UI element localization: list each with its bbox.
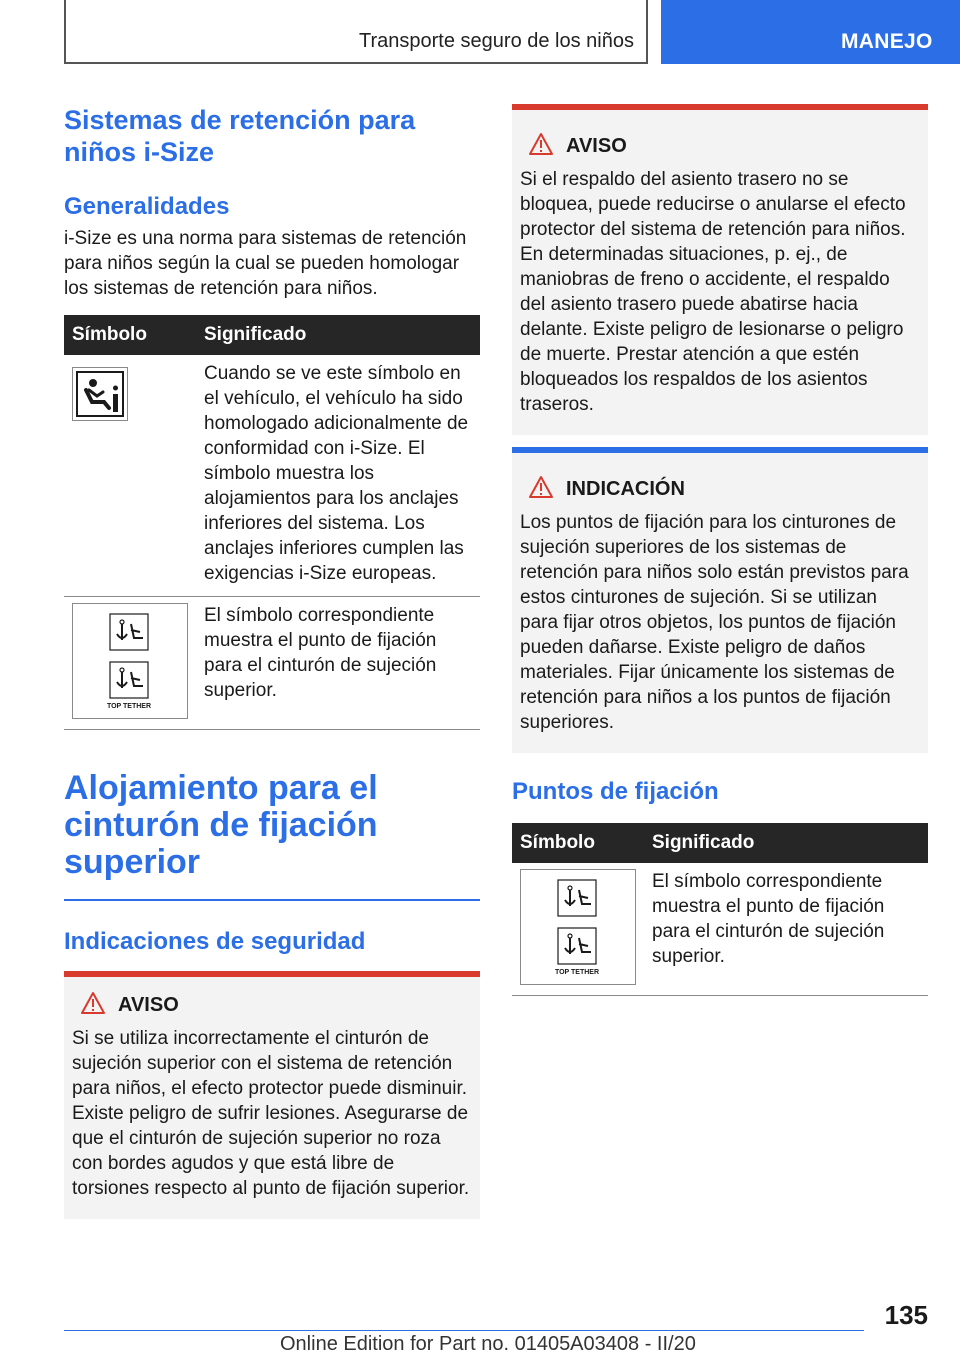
notice-title: INDICACIÓN [566,478,685,500]
notice-text: Si el respaldo del asiento trasero no se bloquea, puede reducirse o anularse el efecto protector del sistema de retención para niños. En determinadas situaciones, p. ej., de maniobras de freno o accidente, el respaldo del asiento trasero puede abatirse hacia delante. Existe peligro de lesionarse o peligro de muerte. Prestar atención a que estén bloqueados los respaldos de los asientos traseros. [520,169,906,415]
header-chapter-title: MANEJO [841,30,933,53]
subsection-puntos-fijacion: Puntos de fijación [512,778,719,805]
notice-title: AVISO [566,135,627,157]
top-tether-icon [72,603,188,719]
table-header-row [512,823,928,863]
section-title-isize: Sistemas de retención para niños i-Size [64,105,416,167]
table-cell-symbol [64,597,196,730]
isize-seat-icon [72,367,128,421]
table-header-meaning: Significado [644,823,928,863]
table-cell-meaning: Cuando se ve este símbolo en el vehículo, el vehículo ha sido homologado adicionalmente de conformidad con i-Size. El símbolo muestra los alojamientos para los anclajes inferiores del sistema. Los anclajes inferiores cumplen las exigencias i-Size europeas. [196,355,480,597]
table-cell-symbol [64,355,196,597]
table-cell-meaning: El símbolo correspondiente muestra el punto de fijación para el cinturón de sujeción superior. [196,597,480,730]
footer-edition: Online Edition for Part no. 01405A03408 - II/20 [280,1333,696,1355]
chapter-heading-tether: Alojamiento para el cinturón de fijación superior [64,769,378,881]
notice-title: AVISO [118,994,179,1016]
warning-notice [64,971,480,1219]
subsection-generalidades: Generalidades [64,193,230,220]
tether-symbol-table [512,823,928,996]
table-header-meaning: Significado [196,315,480,355]
isize-symbol-table [64,315,480,730]
warning-notice [512,104,928,435]
left-column [64,104,480,1219]
notice-header [528,475,920,504]
warning-triangle-icon [528,475,554,504]
right-column [512,104,928,996]
footer-rule [64,1330,864,1331]
header-section-title: Transporte seguro de los niños [359,30,634,52]
header-chapter-tab [661,0,960,64]
warning-triangle-icon [80,991,106,1020]
warning-triangle-icon [528,132,554,161]
notice-header [80,991,472,1020]
top-tether-label: TOP TETHER [106,703,152,710]
notice-text: Los puntos de fijación para los cinturones de sujeción superiores de los sistemas de retención para niños solo están previstos para estos cinturones de sujeción. Si se utilizan para fijar otros objetos, los puntos de fijación pueden dañarse. Existe peligro de daños materiales. Fijar únicamente los sistemas de retención para niños a los puntos de fijación superiores. [520,512,909,733]
notice-text: Si se utiliza incorrectamente el cinturón de sujeción superior con el sistema de retención para niños, el efecto protector puede disminuir. Existe peligro de sufrir lesiones. Asegurarse de que el cinturón de sujeción superior no roza con bordes agudos y que está libre de torsiones respecto al punto de fijación superior. [72,1028,470,1199]
table-header-symbol: Símbolo [512,823,644,863]
page-number: 135 [884,1300,928,1330]
notice-header [528,132,920,161]
table-cell-symbol [512,863,644,996]
table-row [64,597,480,730]
top-tether-icon [520,869,636,985]
subsection-seguridad: Indicaciones de seguridad [64,928,366,955]
table-cell-meaning: El símbolo correspondiente muestra el punto de fijación para el cinturón de sujeción superior. [644,863,928,996]
top-tether-label: TOP TETHER [554,969,600,976]
table-row [64,355,480,597]
table-row [512,863,928,996]
table-header-symbol: Símbolo [64,315,196,355]
info-notice [512,447,928,753]
intro-paragraph: i-Size es una norma para sistemas de retención para niños según la cual se pueden homologar los sistemas de retención para niños. [64,228,467,299]
heading-rule [64,899,480,901]
header-section-tab [64,0,648,64]
table-header-row [64,315,480,355]
